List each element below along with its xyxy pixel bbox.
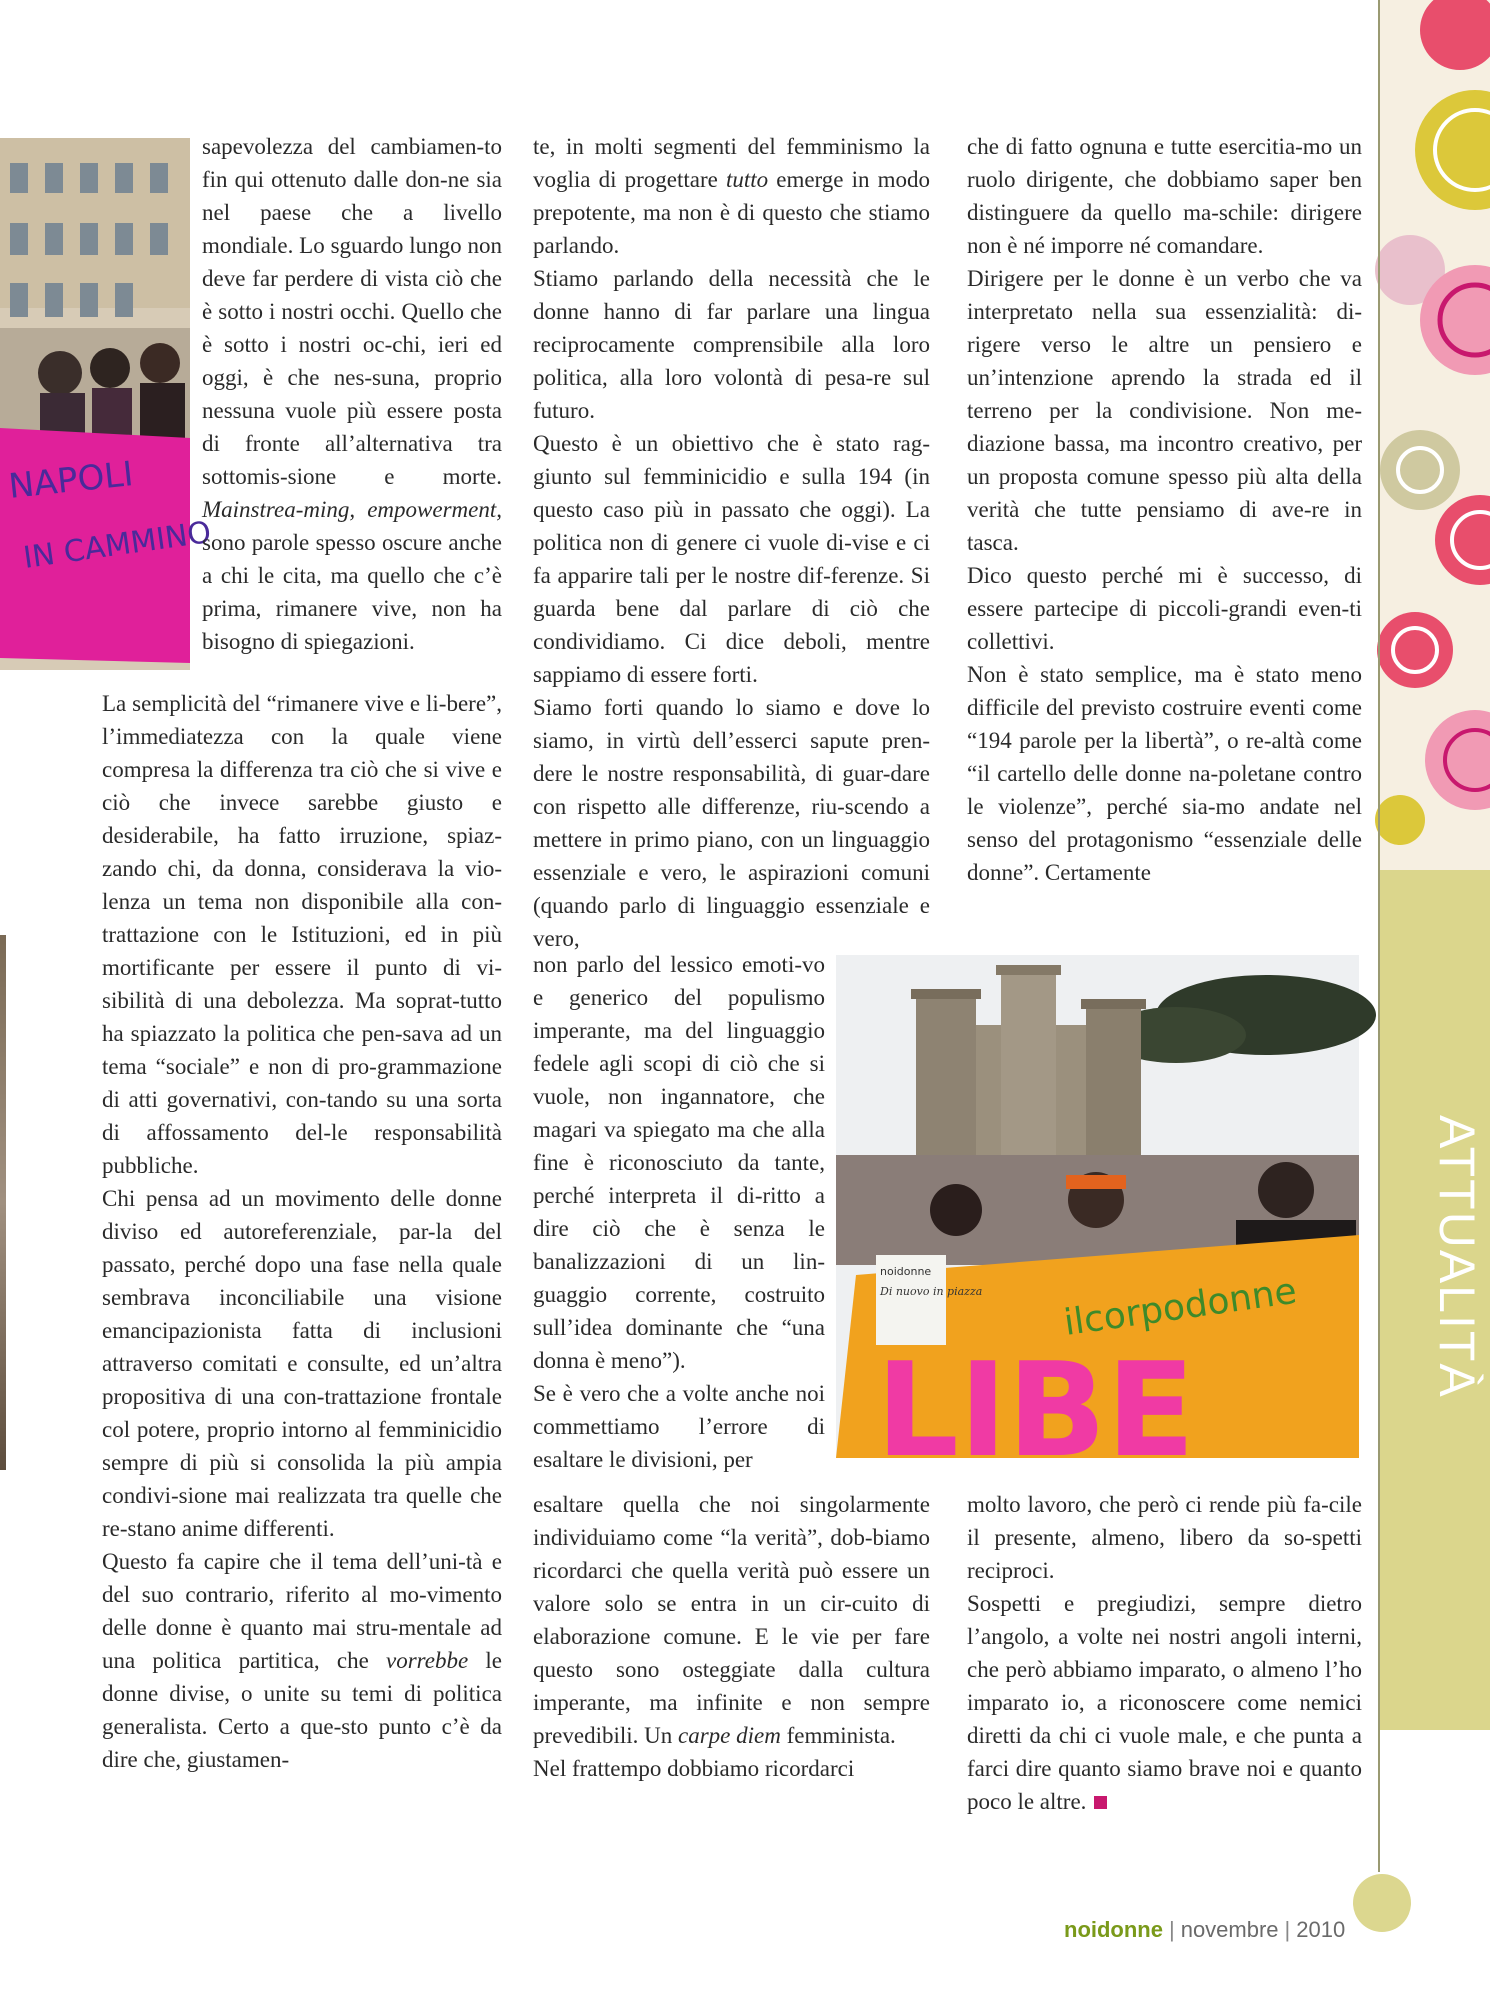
- italic-term: Mainstrea-ming, empowerment,: [202, 497, 502, 522]
- castle-protest-photo-art: [836, 955, 1359, 1486]
- banner-text-corpodonne: ilcorpodonne: [1061, 1270, 1300, 1344]
- footer-separator: |: [1168, 1917, 1175, 1942]
- paragraph: che di fatto ognuna e tutte esercitia-mo un ruolo dirigente, che dobbiamo saper ben distinguere da quello ma-schile: dirigere non è né imporre né comandare.: [967, 134, 1362, 258]
- footer-month: novembre: [1180, 1917, 1279, 1942]
- paragraph: Siamo forti quando lo siamo e dove lo siamo, in virtù dell’esserci sapute pren-dere le nostre responsabilità, di guar-dare con rispetto alle differenze, riu-scendo a mettere in primo piano, con un linguaggio essenziale e vero, le aspirazioni comuni (quando parlo di linguaggio essenziale e vero,: [533, 695, 930, 951]
- paragraph-text: sapevolezza del cambiamen-to fin qui ottenuto dalle don-ne sia nel paese che a livello mondiale. Lo sguardo lungo non deve far perdere di vista ciò che è sotto i nostri occhi. Quello che è sotto i nostri oc-chi, ieri ed oggi, è che nes-suna, proprio nessuna vuole più essere posta di fronte all’alternativa tra sottomis-sione e morte.: [202, 134, 502, 489]
- italic-term: vorrebbe: [386, 1648, 469, 1673]
- paragraph-text: femminista.: [786, 1723, 896, 1748]
- paragraph: Questo è un obiettivo che è stato rag-giunto sul femminicidio e sulla 194 (in questo caso più in passato che oggi). La politica non di genere ci vuole di-vise e ci fa apparire tali per le nostre dif-ferenze. Si guarda bene dal parlare di ciò che condividiamo. Ci dice deboli, mentre sappiamo di essere forti.: [533, 431, 930, 687]
- banner-text-libe: LIBE: [876, 1334, 1196, 1486]
- article-column-1-top: [202, 130, 502, 658]
- italic-term: carpe diem: [678, 1723, 781, 1748]
- sign-text-noidonne: noidonne: [880, 1265, 932, 1278]
- article-column-1: [102, 687, 502, 1776]
- footer-brand: noidonne: [1064, 1917, 1163, 1942]
- page-number-dot: [1353, 1874, 1411, 1932]
- paragraph: Non è stato semplice, ma è stato meno difficile del previsto costruire eventi come “194 parole per la libertà”, o re-altà come “il cartello delle donne na-poletane contro le violenze”, perché sia-mo andate nel senso del protagonismo “essenziale delle donne”. Certamente: [967, 662, 1362, 885]
- article-column-3: [967, 130, 1362, 889]
- section-title: ATTUALITÀ: [1429, 1115, 1485, 1399]
- footer-year: 2010: [1296, 1917, 1346, 1942]
- paragraph-text: Questo fa capire che il tema dell’uni-tà e del suo contrario, riferito al mo-vimento delle donne è quanto mai stru-mentale ad una politica partitica, che: [102, 1549, 502, 1673]
- paragraph: Chi pensa ad un movimento delle donne diviso ed autoreferenziale, par-la del passato, perché dopo una fase nella quale sembrava inconciliabile una visione emancipazionista fatta di inclusioni attraverso comitati e consulte, ed un’altra propositiva di una con-trattazione frontale col potere, proprio intorno al femminicidio sempre di più si consolida la più ampia condivi-sione mai realizzata tra quelle che re-stano anime differenti.: [102, 1186, 502, 1541]
- paragraph: Dirigere per le donne è un verbo che va interpretato nella sua essenzialità: di-rigere verso le altre un pensiero e un’intenzione aprendo la strada ed il terreno per la condivisione. Non me-diazione bassa, ma incontro creativo, per un proposta comune spesso più alta della verità che tutte pensiamo di ave-re in tasca.: [967, 266, 1362, 555]
- edge-photo-strip: [0, 935, 6, 1470]
- paragraph-text: sono parole spesso oscure anche a chi le cita, ma quello che c’è prima, rimanere vive, non ha bisogno di spiegazioni.: [202, 530, 502, 654]
- paragraph: Se è vero che a volte anche noi commettiamo l’errore di esaltare le divisioni, per: [533, 1381, 825, 1472]
- protest-photo-napoli-art: [0, 138, 214, 670]
- italic-term: tutto: [725, 167, 769, 192]
- paragraph: Dico questo perché mi è successo, di essere partecipe di piccoli-grandi even-ti collettivi.: [967, 563, 1362, 654]
- paragraph: Nel frattempo dobbiamo ricordarci: [533, 1756, 855, 1781]
- castle-protest-photo: [836, 955, 1359, 1486]
- paragraph: molto lavoro, che però ci rende più fa-cile il presente, almeno, libero da so-spetti reciproci.: [967, 1492, 1362, 1583]
- paragraph-text: esaltare quella che noi singolarmente individuiamo come “la verità”, dob-biamo ricordarci che quella verità può essere un valore solo se entra in un cir-cuito di elaborazione comune. E le vie per fare questo sono osteggiate dalla cultura imperante, ma infinite e non sempre prevedibili. Un: [533, 1492, 930, 1748]
- end-of-article-mark: [1094, 1796, 1107, 1809]
- article-column-2-bottom: [533, 1488, 930, 1785]
- column-divider: [1378, 0, 1380, 1872]
- article-column-2-wrap: [533, 948, 825, 1476]
- paragraph-text: te, in molti segmenti del femminismo la voglia di progettare: [533, 134, 930, 192]
- paragraph: non parlo del lessico emoti-vo e generico del populismo imperante, ma del linguaggio fedele agli scopi di ciò che si vuole, non ingannatore, che magari va spiegato ma che alla fine è riconosciuto da tante, perché interpreta il di-ritto a dire ciò che è senza le banalizzazioni di un lin-guaggio corrente, costruito sull’idea dominante che “una donna è meno”).: [533, 952, 825, 1373]
- banner-text-cammino: IN CAMMINO: [21, 514, 214, 576]
- protest-photo-napoli: [0, 138, 214, 670]
- paragraph-text: emerge in modo prepotente, ma non è di questo che stiamo parlando.: [533, 167, 931, 258]
- banner-text-napoli: NAPOLI: [6, 454, 136, 507]
- article-column-2: [533, 130, 930, 955]
- paragraph: La semplicità del “rimanere vive e li-bere”, l’immediatezza con la quale viene compresa la differenza tra ciò che si vive e ciò che invece sarebbe giusto e desiderabile, ha fatto irruzione, spiaz-zando chi, da donna, considerava la vio-lenza un tema non disponibile alla con-trattazione con le Istituzioni, ed in più mortificante per essere il punto di vi-sibilità di una debolezza. Ma soprat-tutto ha spiazzato la politica che pen-sava ad un tema “sociale” e non di pro-grammazione di atti governativi, con-tando su una sorta di affossamento del-le responsabilità pubbliche.: [102, 691, 502, 1178]
- floral-decoration-art: [1380, 0, 1490, 870]
- paragraph-text: Sospetti e pregiudizi, sempre dietro l’angolo, a volte nei nostri angoli interni, che però abbiamo imparato, o almeno l’ho imparato io, a riconoscere come nemici diretti da chi ci vuole male, e che punta a farci dire quanto siamo brave noi e quanto poco le altre.: [967, 1591, 1362, 1814]
- paragraph-text: le donne divise, o unite su temi di politica generalista. Certo a que-sto punto c’è da dire che, giustamen-: [102, 1648, 503, 1772]
- paragraph: Stiamo parlando della necessità che le donne hanno di far parlare una lingua reciprocamente comprensibile alla loro politica, alla loro volontà di pesa-re sul futuro.: [533, 266, 930, 423]
- article-column-3-bottom: [967, 1488, 1362, 1818]
- sign-text-piazza: Di nuovo in piazza: [880, 1285, 983, 1298]
- footer-separator: |: [1284, 1917, 1291, 1942]
- floral-decoration: [1380, 0, 1490, 870]
- page-footer: [1064, 1917, 1345, 1943]
